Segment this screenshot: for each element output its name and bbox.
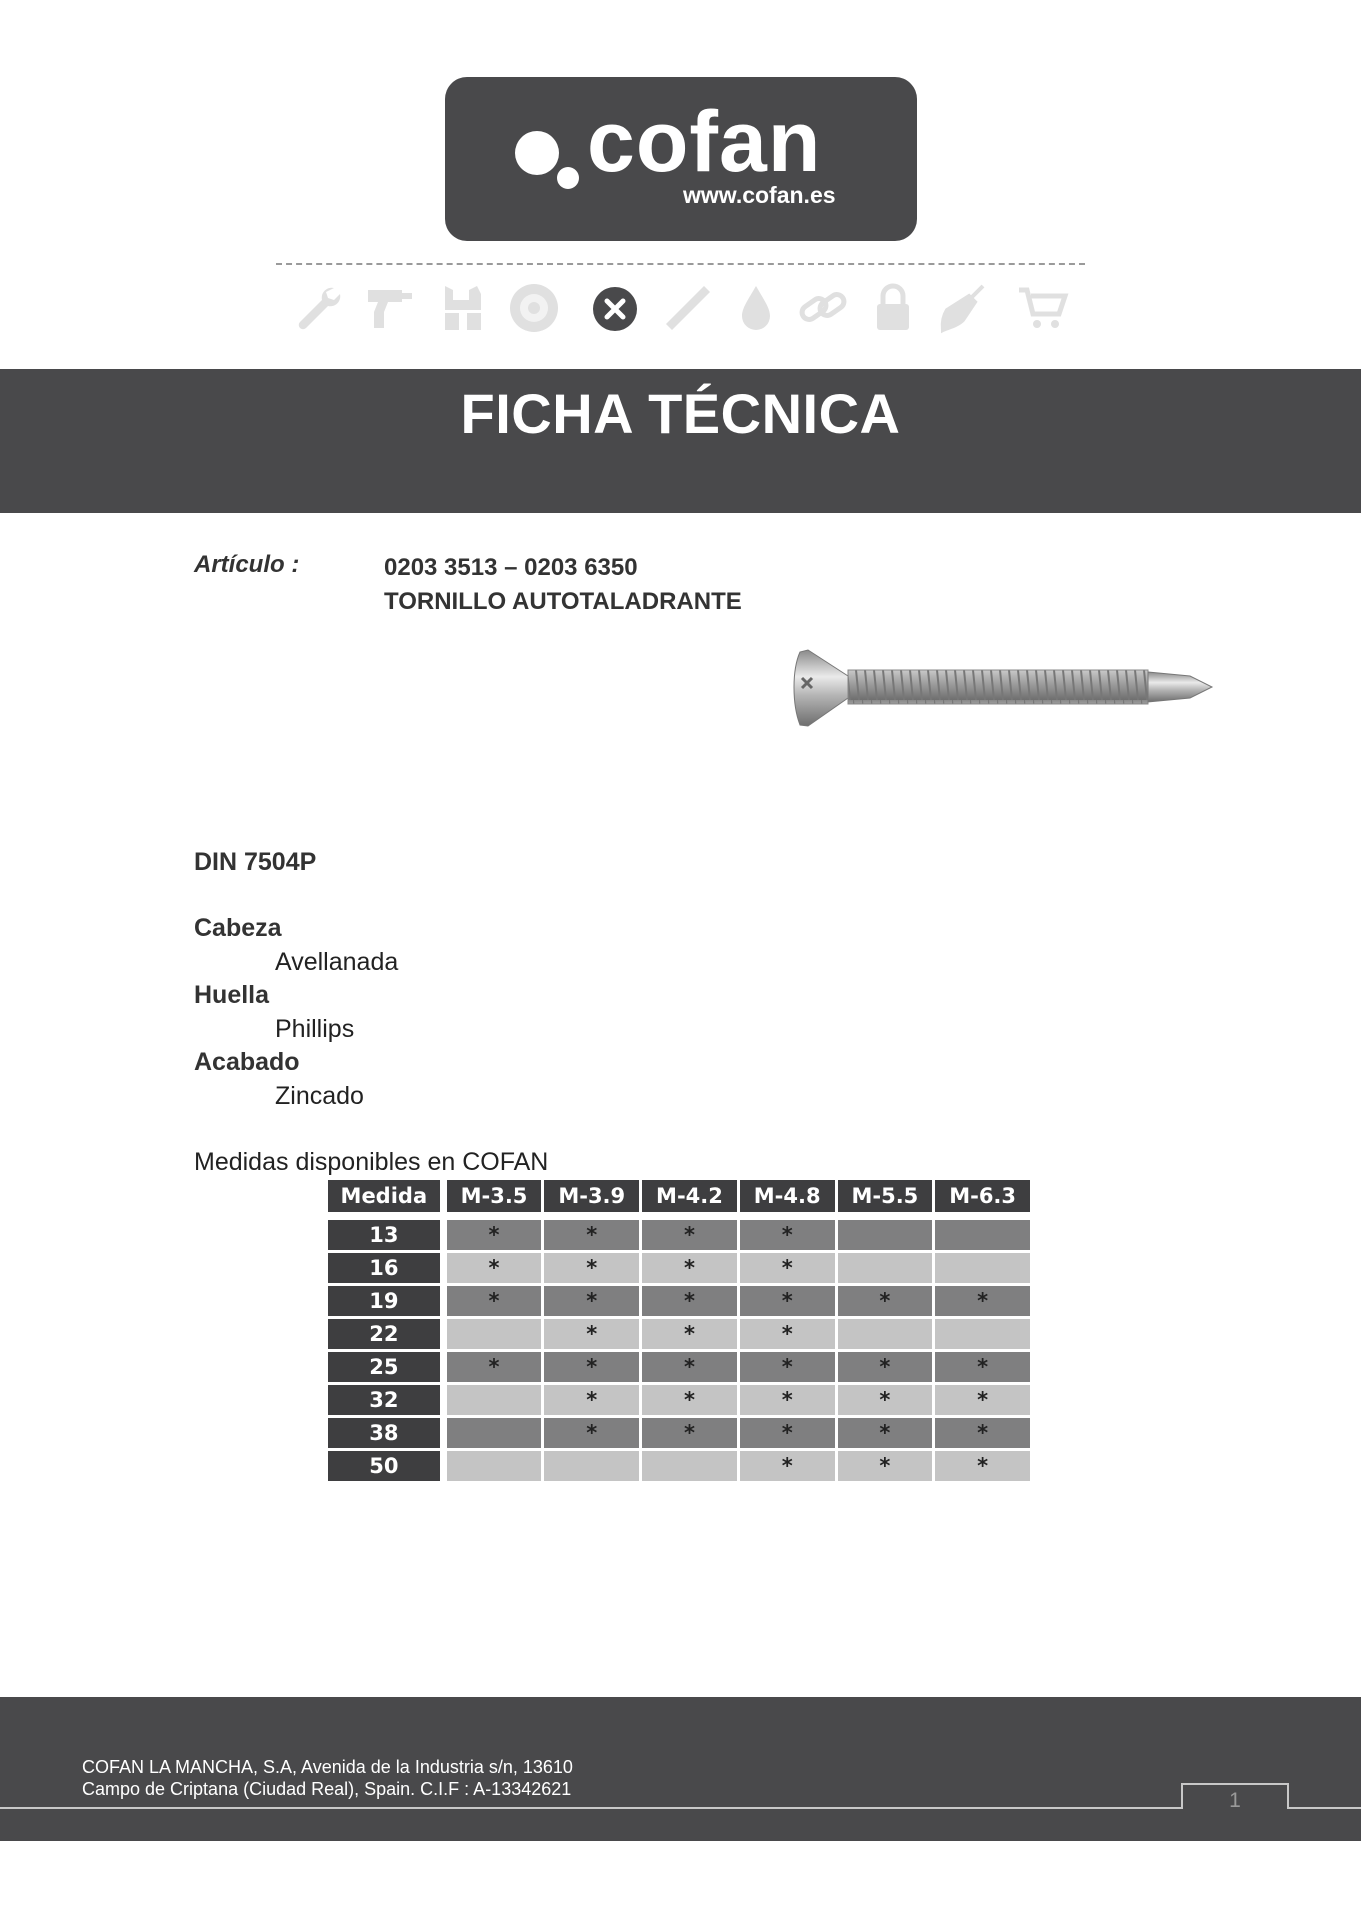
availability-cell xyxy=(935,1319,1030,1349)
availability-cell: * xyxy=(544,1385,639,1415)
availability-cell: * xyxy=(447,1220,542,1250)
row-size-cell: 25 xyxy=(328,1352,440,1382)
availability-cell: * xyxy=(642,1253,737,1283)
article-name: TORNILLO AUTOTALADRANTE xyxy=(384,588,742,615)
row-size-cell: 32 xyxy=(328,1385,440,1415)
logo-wordmark: cofan xyxy=(587,94,822,190)
availability-cell: * xyxy=(838,1418,933,1448)
availability-cell: * xyxy=(544,1418,639,1448)
availability-cell xyxy=(935,1220,1030,1250)
availability-cell: * xyxy=(838,1286,933,1316)
huella-value: Phillips xyxy=(275,1015,355,1043)
logo-dot-icon xyxy=(515,131,559,175)
table-row xyxy=(328,1352,1033,1385)
availability-cell xyxy=(838,1319,933,1349)
table-row xyxy=(328,1319,1033,1352)
row-size-cell: 38 xyxy=(328,1418,440,1448)
availability-cell: * xyxy=(642,1385,737,1415)
availability-cell: * xyxy=(447,1352,542,1382)
availability-cell xyxy=(447,1451,542,1481)
wrench-icon xyxy=(290,280,346,336)
availability-cell: * xyxy=(935,1286,1030,1316)
medidas-title: Medidas disponibles en COFAN xyxy=(194,1148,549,1176)
article-label: Artículo : xyxy=(194,551,300,578)
product-screw-image xyxy=(790,640,1215,735)
availability-cell: * xyxy=(838,1352,933,1382)
header-cell: M-6.3 xyxy=(935,1180,1030,1212)
availability-cell: * xyxy=(740,1253,835,1283)
acabado-value: Zincado xyxy=(275,1082,364,1110)
header-cell: M-4.8 xyxy=(740,1180,835,1212)
huella-label: Huella xyxy=(194,981,270,1009)
availability-cell xyxy=(935,1253,1030,1283)
logo-small-dot-icon xyxy=(557,167,579,189)
availability-cell: * xyxy=(935,1451,1030,1481)
screw-fixings-icon xyxy=(592,286,638,332)
availability-cell: * xyxy=(544,1220,639,1250)
padlock-icon xyxy=(865,280,921,336)
table-body xyxy=(328,1220,1033,1484)
work-vest-icon xyxy=(433,280,489,336)
availability-cell: * xyxy=(544,1253,639,1283)
page-number: 1 xyxy=(1181,1783,1289,1809)
availability-cell: * xyxy=(544,1319,639,1349)
availability-cell: * xyxy=(447,1286,542,1316)
chain-link-icon xyxy=(795,280,851,336)
availability-cell: * xyxy=(740,1319,835,1349)
table-row xyxy=(328,1253,1033,1286)
footer-line-1: COFAN LA MANCHA, S.A, Avenida de la Industria s/n, 13610 xyxy=(82,1757,573,1777)
availability-cell: * xyxy=(642,1352,737,1382)
ruler-icon xyxy=(660,280,716,336)
logo-url: www.cofan.es xyxy=(683,182,836,208)
availability-cell xyxy=(447,1418,542,1448)
availability-cell: * xyxy=(544,1352,639,1382)
header-cell: M-4.2 xyxy=(642,1180,737,1212)
availability-cell: * xyxy=(642,1286,737,1316)
standard-label: DIN 7504P xyxy=(194,848,317,876)
row-size-cell: 22 xyxy=(328,1319,440,1349)
cofan-logo xyxy=(445,77,917,241)
availability-cell xyxy=(544,1451,639,1481)
availability-cell: * xyxy=(642,1319,737,1349)
article-info xyxy=(384,551,742,619)
trowel-icon xyxy=(935,280,991,336)
table-row xyxy=(328,1220,1033,1253)
table-row xyxy=(328,1286,1033,1319)
availability-cell: * xyxy=(642,1418,737,1448)
page-title: FICHA TÉCNICA xyxy=(460,382,901,445)
availability-cell: * xyxy=(740,1352,835,1382)
availability-cell: * xyxy=(740,1385,835,1415)
cabeza-value: Avellanada xyxy=(275,948,399,976)
availability-cell: * xyxy=(740,1418,835,1448)
availability-cell: * xyxy=(838,1451,933,1481)
drill-icon xyxy=(362,280,418,336)
article-codes: 0203 3513 – 0203 6350 xyxy=(384,554,638,581)
availability-cell: * xyxy=(935,1352,1030,1382)
header-cell: M-3.9 xyxy=(544,1180,639,1212)
availability-cell: * xyxy=(740,1286,835,1316)
footer-rule xyxy=(0,1807,1361,1809)
header-cell: Medida xyxy=(328,1180,440,1212)
footer-address xyxy=(82,1756,573,1800)
availability-cell xyxy=(838,1220,933,1250)
availability-cell xyxy=(447,1319,542,1349)
availability-cell: * xyxy=(447,1253,542,1283)
table-row xyxy=(328,1418,1033,1451)
availability-cell xyxy=(447,1385,542,1415)
row-size-cell: 16 xyxy=(328,1253,440,1283)
availability-cell xyxy=(838,1253,933,1283)
cabeza-label: Cabeza xyxy=(194,914,282,942)
availability-cell: * xyxy=(740,1451,835,1481)
row-size-cell: 50 xyxy=(328,1451,440,1481)
saw-blade-icon xyxy=(506,280,562,336)
availability-cell: * xyxy=(935,1418,1030,1448)
row-size-cell: 13 xyxy=(328,1220,440,1250)
divider xyxy=(276,263,1085,265)
availability-cell: * xyxy=(544,1286,639,1316)
row-size-cell: 19 xyxy=(328,1286,440,1316)
header-cell: M-3.5 xyxy=(447,1180,542,1212)
cart-icon xyxy=(1015,280,1071,336)
category-icon-row xyxy=(290,280,1080,340)
availability-cell: * xyxy=(740,1220,835,1250)
availability-cell xyxy=(642,1451,737,1481)
header-cell: M-5.5 xyxy=(838,1180,933,1212)
sizes-table xyxy=(328,1180,1033,1484)
table-row xyxy=(328,1451,1033,1484)
availability-cell: * xyxy=(838,1385,933,1415)
table-row xyxy=(328,1385,1033,1418)
acabado-label: Acabado xyxy=(194,1048,300,1076)
drop-icon xyxy=(728,280,784,336)
table-header-row xyxy=(328,1180,1033,1215)
footer-line-2: Campo de Criptana (Ciudad Real), Spain. C.I.F : A-13342621 xyxy=(82,1779,572,1799)
availability-cell: * xyxy=(935,1385,1030,1415)
availability-cell: * xyxy=(642,1220,737,1250)
